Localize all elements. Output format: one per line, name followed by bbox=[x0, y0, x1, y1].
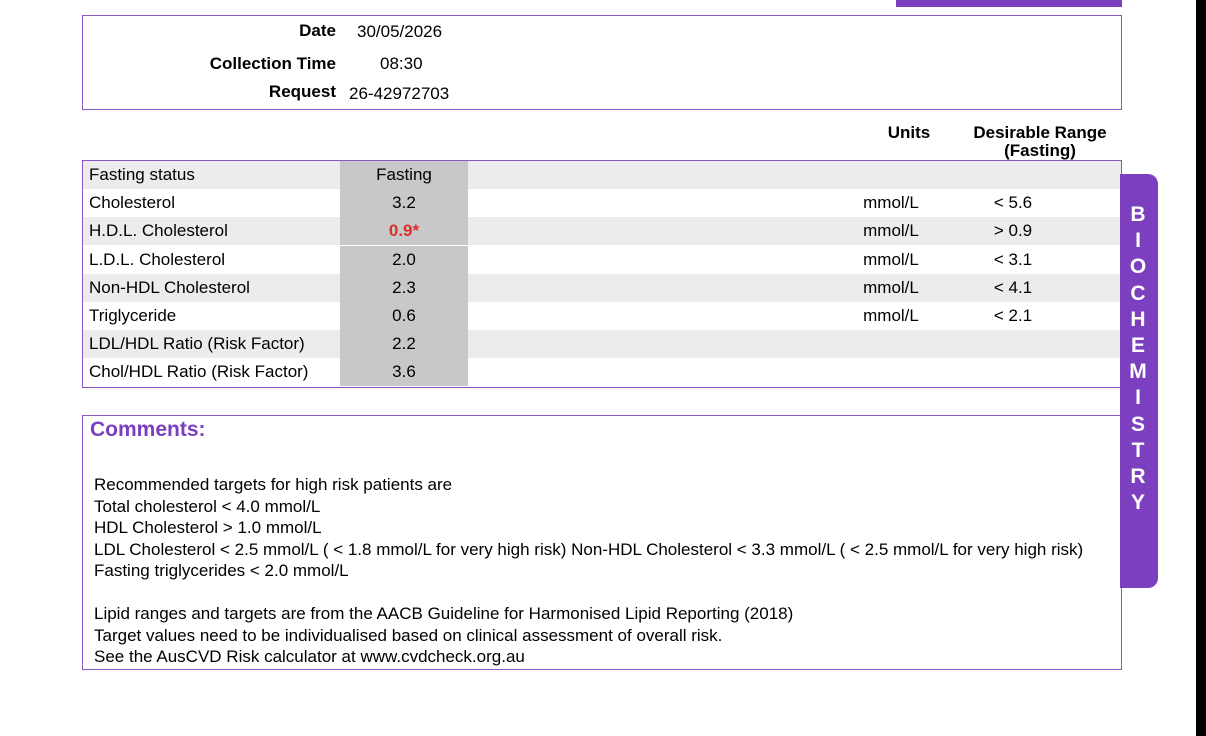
comments-title: Comments: bbox=[90, 418, 206, 441]
result-value: 0.6 bbox=[340, 302, 468, 330]
tab-letter: B bbox=[1130, 203, 1146, 226]
tab-letter: E bbox=[1130, 334, 1145, 358]
test-name: LDL/HDL Ratio (Risk Factor) bbox=[89, 334, 305, 354]
desirable-range-column-header bbox=[962, 124, 1118, 160]
result-value: 2.2 bbox=[340, 330, 468, 358]
biochemistry-tab-label bbox=[1120, 202, 1156, 516]
table-row bbox=[83, 246, 1121, 274]
test-name: L.D.L. Cholesterol bbox=[89, 249, 226, 269]
request-label: Request bbox=[268, 82, 336, 101]
test-name: Triglyceride bbox=[89, 306, 177, 325]
range-header-line1: Desirable Range bbox=[973, 123, 1107, 142]
desirable-range: < 4.1 bbox=[993, 277, 1033, 297]
comment-line: Lipid ranges and targets are from the AACB Guideline for Harmonised Lipid Reporting (2018) bbox=[94, 604, 794, 623]
comment-line bbox=[94, 582, 1114, 604]
table-row bbox=[83, 161, 1121, 189]
comment-line: HDL Cholesterol > 1.0 mmol/L bbox=[94, 518, 322, 537]
desirable-range: < 2.1 bbox=[993, 306, 1033, 325]
comment-line: Total cholesterol < 4.0 mmol/L bbox=[94, 496, 321, 516]
test-name: Chol/HDL Ratio (Risk Factor) bbox=[89, 362, 309, 382]
tab-letter: M bbox=[1129, 360, 1147, 384]
date-value: 30/05/2026 bbox=[357, 22, 443, 41]
table-row bbox=[83, 189, 1121, 217]
tab-letter: I bbox=[1135, 386, 1141, 410]
tab-letter: I bbox=[1135, 229, 1141, 253]
range-header-line2: (Fasting) bbox=[1004, 141, 1076, 160]
result-value: 3.2 bbox=[340, 189, 468, 217]
desirable-range: > 0.9 bbox=[993, 221, 1033, 241]
test-name: Cholesterol bbox=[89, 193, 175, 213]
table-row bbox=[83, 358, 1121, 386]
desirable-range: < 3.1 bbox=[993, 249, 1033, 269]
comment-line: See the AusCVD Risk calculator at www.cvdcheck.org.au bbox=[94, 647, 525, 666]
result-value: Fasting bbox=[340, 161, 468, 189]
tab-letter: S bbox=[1130, 412, 1145, 436]
result-units: mmol/L bbox=[863, 221, 919, 241]
biochemistry-tab[interactable] bbox=[1120, 174, 1158, 588]
request-value: 26-42972703 bbox=[349, 84, 450, 103]
collection-time-label: Collection Time bbox=[209, 54, 336, 73]
tab-letter: T bbox=[1131, 438, 1145, 462]
test-name: H.D.L. Cholesterol bbox=[89, 221, 228, 241]
flagged-result-value: 0.9* bbox=[340, 217, 468, 245]
collection-time-value: 08:30 bbox=[380, 54, 423, 73]
result-units: mmol/L bbox=[863, 249, 919, 269]
tab-letter: O bbox=[1129, 255, 1147, 279]
tab-letter: C bbox=[1130, 281, 1146, 305]
date-label: Date bbox=[299, 21, 336, 40]
table-row bbox=[83, 274, 1121, 302]
tab-letter: H bbox=[1130, 307, 1146, 331]
tab-letter: R bbox=[1130, 465, 1146, 489]
result-value: 3.6 bbox=[340, 358, 468, 386]
result-units: mmol/L bbox=[863, 277, 919, 297]
results-table bbox=[82, 160, 1122, 388]
result-value: 2.3 bbox=[340, 274, 468, 302]
result-units: mmol/L bbox=[863, 193, 919, 213]
request-header bbox=[82, 15, 1122, 110]
result-units: mmol/L bbox=[863, 306, 919, 325]
top-accent-bar bbox=[896, 0, 1122, 7]
comment-line: Target values need to be individualised based on clinical assessment of overall risk. bbox=[94, 625, 723, 645]
table-row bbox=[83, 217, 1121, 245]
comments-box bbox=[82, 415, 1122, 670]
tab-letter: Y bbox=[1130, 491, 1145, 515]
result-value: 2.0 bbox=[340, 246, 468, 274]
test-name: Fasting status bbox=[89, 165, 195, 184]
comments-body bbox=[94, 474, 1114, 668]
units-column-header: Units bbox=[887, 123, 931, 142]
table-row bbox=[83, 330, 1121, 358]
desirable-range: < 5.6 bbox=[993, 193, 1033, 213]
table-row bbox=[83, 302, 1121, 330]
comment-line: Recommended targets for high risk patients are bbox=[94, 475, 453, 494]
test-name: Non-HDL Cholesterol bbox=[89, 277, 250, 297]
comment-line: LDL Cholesterol < 2.5 mmol/L ( < 1.8 mmol/L for very high risk) Non-HDL Cholesterol < 3.3 mmol/L ( < 2.5 mmol/L for very high risk) Fasting triglycerides < 2.0 mmol/L bbox=[94, 539, 1084, 580]
